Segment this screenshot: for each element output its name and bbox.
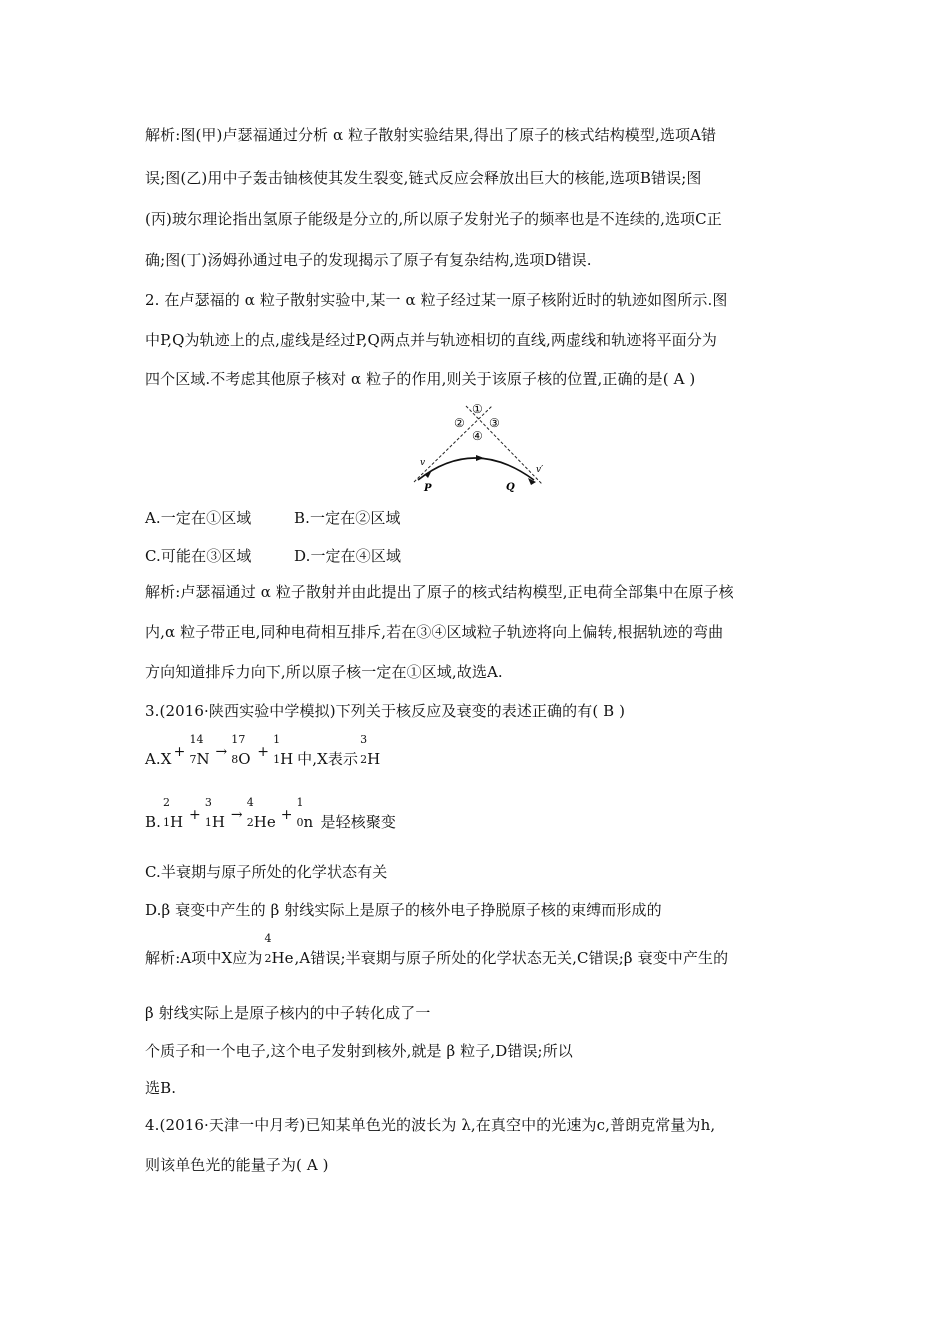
analysis-3-suffix: ,A错误;半衰期与原子所处的化学状态无关,C错误;β 衰变中产生的: [294, 949, 729, 967]
atomic-number: 0: [296, 816, 304, 829]
element-symbol: n: [303, 813, 314, 831]
option-b-prefix: B.: [145, 813, 161, 831]
region-2-label: ②: [454, 416, 465, 430]
analysis-3-line: [145, 932, 729, 968]
element-symbol: H: [280, 750, 294, 768]
text-line: 四个区域.不考虑其他原子核对 α 粒子的作用,则关于该原子核的位置,正确的是( A ): [145, 370, 696, 388]
text-line: 误;图(乙)用中子轰击铀核使其发生裂变,链式反应会释放出巨大的核能,选项B错误;图: [145, 169, 702, 187]
nuclide-n14: [187, 733, 213, 769]
element-symbol: H: [211, 813, 226, 831]
element-symbol: H: [170, 813, 184, 831]
text-line: 则该单色光的能量子为( A ): [145, 1156, 329, 1174]
nuclide-h2: [161, 796, 187, 832]
alpha-trajectory: [418, 458, 534, 480]
text-line: 内,α 粒子带正电,同种电荷相互排斥,若在③④区域粒子轨迹将向上偏转,根据轨迹的弯曲: [145, 623, 724, 641]
text-line: 选B.: [145, 1079, 177, 1097]
mass-number: 4: [246, 796, 254, 809]
text-line: 中P,Q为轨迹上的点,虚线是经过P,Q两点并与轨迹相切的直线,两虚线和轨迹将平面分为: [145, 331, 717, 349]
trajectory-figure: [412, 400, 552, 492]
mass-number: 4: [264, 932, 272, 945]
plus-sign: +: [173, 744, 186, 760]
mass-number: 14: [189, 733, 204, 746]
option-c: C.可能在③区域: [145, 547, 252, 565]
option-a-equation: [145, 733, 384, 770]
nuclide-h3: [358, 733, 384, 769]
tangent-line-q: [466, 406, 542, 484]
text-line: (丙)玻尔理论指出氢原子能级是分立的,所以原子发射光子的频率也是不连续的,选项C正: [145, 210, 722, 228]
nuclide-n1: [295, 796, 321, 832]
plus-sign: +: [257, 744, 270, 760]
atomic-number: 1: [163, 816, 171, 829]
analysis-3-prefix: 解析:A项中X应为: [145, 949, 263, 967]
nuclide-he4: [245, 796, 279, 832]
mass-number: 2: [163, 796, 171, 809]
point-p-label: P: [424, 483, 432, 492]
option-b-suffix: 是轻核聚变: [320, 813, 397, 831]
option-b-equation: [145, 796, 397, 833]
mass-number: 3: [204, 796, 212, 809]
question-2-stem: 2. 在卢瑟福的 α 粒子散射实验中,某一 α 粒子经过某一原子核附近时的轨迹如图所示.图: [145, 291, 728, 309]
nuclide-h1: [271, 733, 297, 769]
nuclide-o17: [229, 733, 255, 769]
atomic-number: 2: [264, 952, 272, 965]
nuclide-he4: [262, 932, 294, 968]
mass-number: 1: [296, 796, 304, 809]
atomic-number: 1: [204, 816, 212, 829]
point-q-label: Q: [506, 482, 515, 492]
mass-number: 1: [273, 733, 281, 746]
text-line: 个质子和一个电子,这个电子发射到核外,就是 β 粒子,D错误;所以: [145, 1042, 573, 1060]
option-a-prefix: A.X: [145, 750, 172, 768]
text-line: 确;图(丁)汤姆孙通过电子的发现揭示了原子有复杂结构,选项D错误.: [145, 251, 592, 269]
arrow-mid: [476, 455, 484, 461]
velocity-v-label: v: [420, 458, 426, 468]
plus-sign: +: [280, 807, 293, 823]
question-3-stem: 3.(2016·陕西实验中学模拟)下列关于核反应及衰变的表述正确的有( B ): [145, 702, 626, 720]
atomic-number: 1: [273, 753, 281, 766]
element-symbol: He: [253, 813, 276, 831]
option-b: B.一定在②区域: [294, 509, 401, 527]
mass-number: 3: [360, 733, 368, 746]
option-d: D.一定在④区域: [294, 547, 402, 565]
element-symbol: He: [271, 949, 294, 967]
tangent-line-p: [414, 406, 492, 482]
nuclide-h3: [203, 796, 229, 832]
arrow: →: [215, 744, 228, 760]
element-symbol: N: [196, 750, 210, 768]
atomic-number: 2: [246, 816, 254, 829]
plus-sign: +: [189, 807, 201, 823]
text-line: 方向知道排斥力向下,所以原子核一定在①区域,故选A.: [145, 663, 503, 681]
option-a-suffix: 中,X表示: [297, 750, 359, 768]
text-line: 解析:卢瑟福通过 α 粒子散射并由此提出了原子的核式结构模型,正电荷全部集中在原子核: [145, 583, 734, 601]
region-3-label: ③: [489, 416, 500, 430]
text-line: β 射线实际上是原子核内的中子转化成了一: [145, 1004, 431, 1022]
question-4-stem: 4.(2016·天津一中月考)已知某单色光的波长为 λ,在真空中的光速为c,普朗克常量为h,: [145, 1116, 716, 1134]
option-c-q3: C.半衰期与原子所处的化学状态有关: [145, 863, 388, 881]
velocity-v-prime-label: v′: [536, 465, 544, 475]
atomic-number: 7: [189, 753, 197, 766]
option-d-q3: D.β 衰变中产生的 β 射线实际上是原子的核外电子挣脱原子核的束缚而形成的: [145, 901, 662, 919]
atomic-number: 8: [231, 753, 239, 766]
mass-number: 17: [231, 733, 246, 746]
element-symbol: O: [238, 750, 251, 768]
option-a: A.一定在①区域: [145, 509, 252, 527]
arrow: →: [230, 807, 243, 823]
element-symbol: H: [367, 750, 381, 768]
region-4-label: ④: [472, 429, 483, 443]
atomic-number: 2: [360, 753, 368, 766]
text-line: 解析:图(甲)卢瑟福通过分析 α 粒子散射实验结果,得出了原子的核式结构模型,选项A错: [145, 126, 717, 144]
region-1-label: ①: [472, 402, 483, 416]
